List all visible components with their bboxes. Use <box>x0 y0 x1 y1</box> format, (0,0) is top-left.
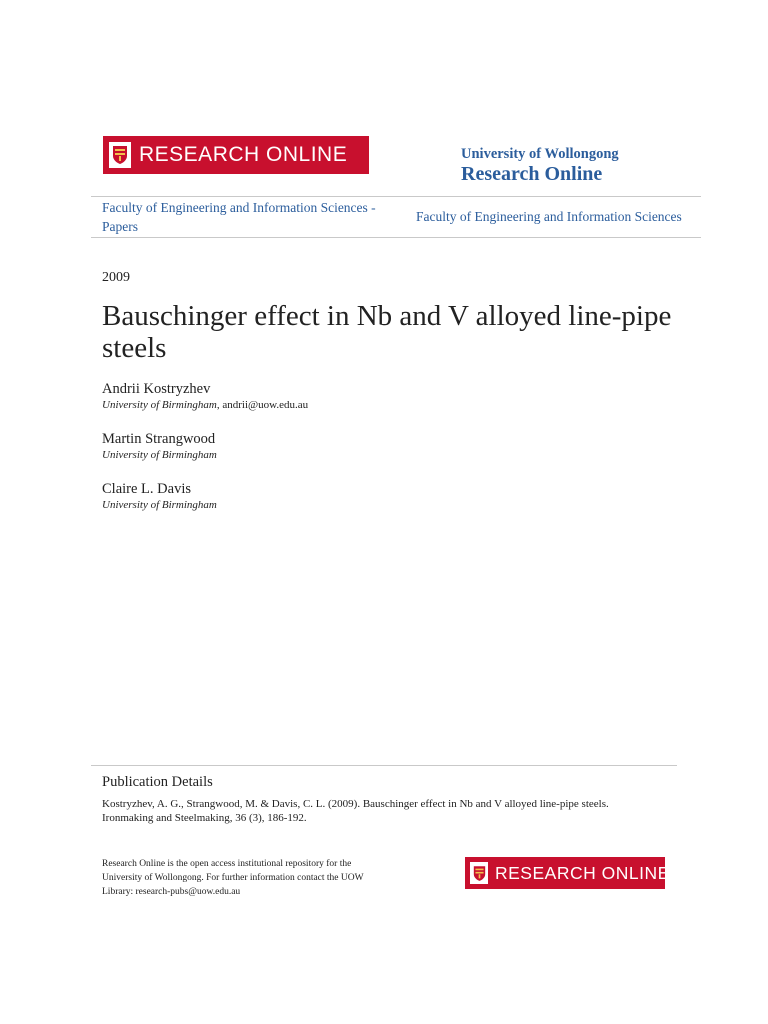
author-name: Andrii Kostryzhev <box>102 381 211 397</box>
university-name-link[interactable]: University of Wollongong <box>461 146 619 162</box>
collection-link-papers[interactable]: Faculty of Engineering and Information Sciences - Papers <box>102 200 376 234</box>
publication-citation: Kostryzhev, A. G., Strangwood, M. & Davis, C. L. (2009). Bauschinger effect in Nb and V alloyed line-pipe steels. Ironmaking and Steelmaking, 36 (3), 186-192. <box>102 798 609 824</box>
author-email[interactable]: , andrii@uow.edu.au <box>216 399 309 411</box>
author-affiliation: University of Birmingham <box>102 499 217 511</box>
author-name: Claire L. Davis <box>102 481 191 497</box>
author-entry <box>102 430 217 462</box>
shield-crest-icon <box>109 142 131 168</box>
divider <box>91 237 701 238</box>
publication-year: 2009 <box>102 270 130 285</box>
author-affiliation: University of Birmingham <box>102 449 217 461</box>
repository-header <box>461 146 619 185</box>
author-entry <box>102 480 217 512</box>
publication-details-heading: Publication Details <box>102 774 213 790</box>
paper-title: Bauschinger effect in Nb and V alloyed line-pipe steels <box>102 300 672 364</box>
author-name: Martin Strangwood <box>102 431 216 447</box>
logo-wordmark: RESEARCH ONLINE <box>139 143 348 166</box>
collection-link-faculty[interactable]: Faculty of Engineering and Information Sciences <box>416 209 682 224</box>
shield-crest-icon <box>470 862 488 884</box>
author-affiliation: University of Birmingham, andrii@uow.edu.au <box>102 399 309 411</box>
research-online-logo[interactable] <box>103 136 369 174</box>
repository-name-link[interactable]: Research Online <box>461 163 603 185</box>
logo-wordmark: RESEARCH ONLINE <box>495 862 670 883</box>
author-entry <box>102 380 308 412</box>
divider <box>91 765 677 766</box>
divider <box>91 196 701 197</box>
repository-note: Research Online is the open access institutional repository for the University of Wollongong. For further information contact the UOW Library: research-pubs@uow.edu.au <box>102 859 364 897</box>
research-online-logo-footer[interactable] <box>465 857 670 889</box>
